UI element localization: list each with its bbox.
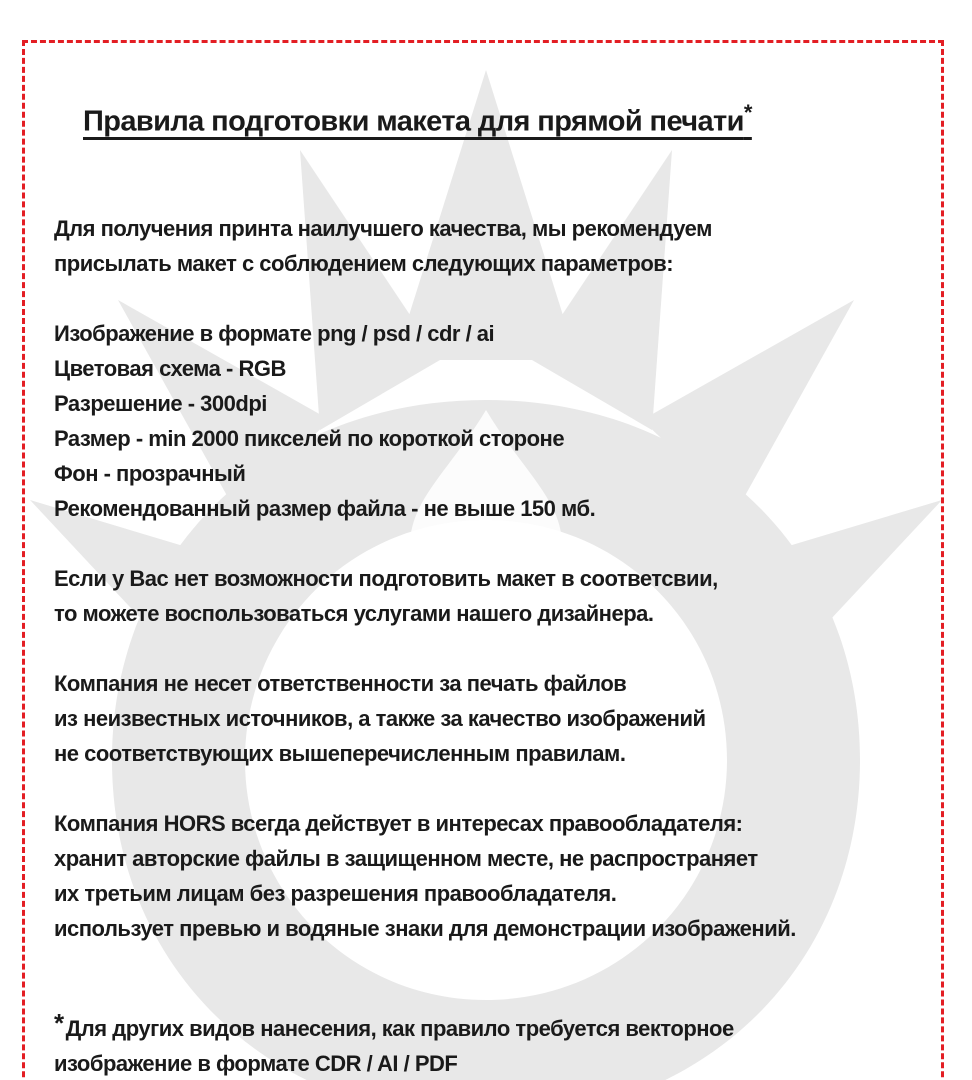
liability-line: из неизвестных источников, а также за качество изображений [54, 706, 706, 731]
footnote-asterisk: * [54, 1008, 64, 1038]
liability-paragraph [54, 666, 944, 771]
designer-paragraph [54, 561, 944, 631]
footnote [54, 1006, 734, 1080]
intro-paragraph [54, 211, 944, 281]
copyright-line: их третьим лицам без разрешения правообладателя. [54, 881, 617, 906]
footnote-line [54, 1006, 734, 1046]
designer-line: Если у Вас нет возможности подготовить макет в соответсвии, [54, 566, 718, 591]
parameter-file-size: Рекомендованный размер файла - не выше 150 мб. [54, 496, 596, 521]
copyright-line: Компания HORS всегда действует в интересах правообладателя: [54, 811, 743, 836]
copyright-line: хранит авторские файлы в защищенном месте, не распространяет [54, 846, 758, 871]
rules-content [54, 211, 944, 1017]
intro-line: присылать макет с соблюдением следующих параметров: [54, 251, 674, 276]
designer-line: то можете воспользоваться услугами нашего дизайнера. [54, 601, 654, 626]
parameters-list [54, 316, 944, 526]
parameter-background: Фон - прозрачный [54, 461, 246, 486]
parameter-format: Изображение в формате png / psd / cdr / ai [54, 321, 495, 346]
footnote-text: Для других видов нанесения, как правило требуется векторное [65, 1016, 734, 1041]
copyright-line: использует превью и водяные знаки для демонстрации изображений. [54, 916, 796, 941]
footnote-line: изображение в формате CDR / AI / PDF [54, 1051, 458, 1076]
parameter-resolution: Разрешение - 300dpi [54, 391, 267, 416]
liability-line: Компания не несет ответственности за печать файлов [54, 671, 627, 696]
parameter-size: Размер - min 2000 пикселей по короткой стороне [54, 426, 565, 451]
page-title [83, 100, 752, 139]
title-asterisk: * [743, 100, 752, 125]
copyright-paragraph [54, 806, 944, 946]
title-text: Правила подготовки макета для прямой печати [83, 105, 744, 138]
parameter-color-scheme: Цветовая схема - RGB [54, 356, 286, 381]
liability-line: не соответствующих вышеперечисленным правилам. [54, 741, 626, 766]
intro-line: Для получения принта наилучшего качества, мы рекомендуем [54, 216, 712, 241]
